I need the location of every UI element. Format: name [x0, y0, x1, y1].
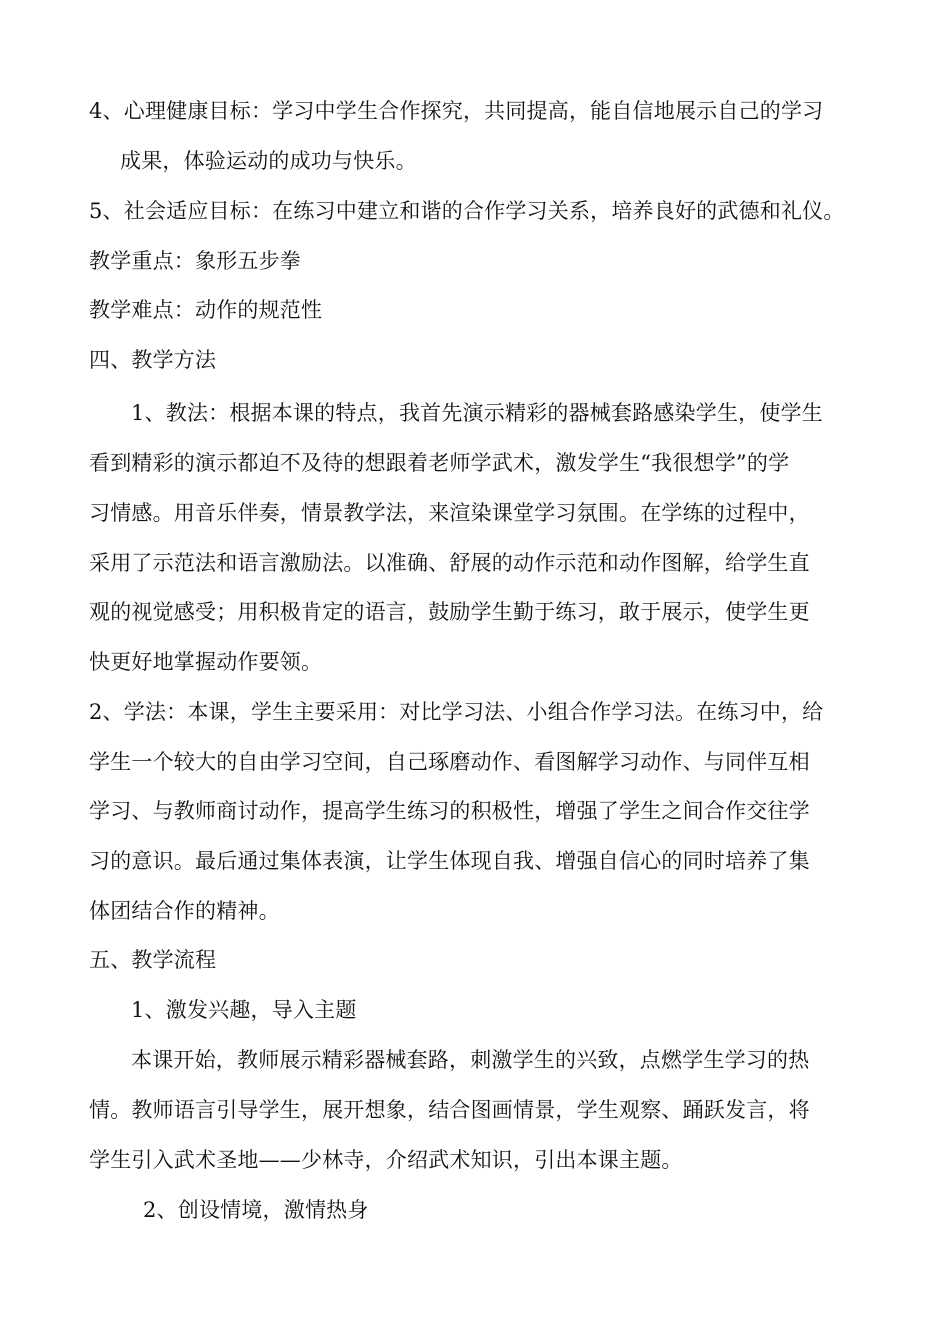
section-heading: 四、教学方法	[89, 348, 217, 372]
text-line: 学生引入武术圣地——少林寺，介绍武术知识，引出本课主题。	[89, 1148, 683, 1172]
text-line: 5、社会适应目标：在练习中建立和谐的合作学习关系，培养良好的武德和礼仪。	[89, 199, 845, 223]
text-line: 学生一个较大的自由学习空间，自己琢磨动作、看图解学习动作、与同伴互相	[89, 750, 810, 774]
text-line: 习的意识。最后通过集体表演，让学生体现自我、增强自信心的同时培养了集	[89, 849, 810, 873]
section-heading: 五、教学流程	[89, 948, 217, 972]
text-line: 看到精彩的演示都迫不及待的想跟着老师学武术，激发学生“我很想学”的学	[89, 451, 790, 475]
subsection-heading: 2、创设情境，激情热身	[143, 1198, 369, 1222]
subsection-heading: 1、激发兴趣，导入主题	[131, 998, 357, 1022]
text-line: 2、学法：本课，学生主要采用：对比学习法、小组合作学习法。在练习中，给	[89, 700, 824, 724]
text-line: 4、心理健康目标：学习中学生合作探究，共同提高，能自信地展示自己的学习	[89, 99, 824, 123]
text-line: 快更好地掌握动作要领。	[89, 650, 323, 674]
text-line: 1、教法：根据本课的特点，我首先演示精彩的器械套路感染学生，使学生	[131, 401, 823, 425]
text-line: 习情感。用音乐伴奏，情景教学法，来渲染课堂学习氛围。在学练的过程中，	[89, 501, 810, 525]
text-line: 教学重点：象形五步拳	[89, 249, 301, 273]
text-line: 体团结合作的精神。	[89, 899, 280, 923]
text-line: 观的视觉感受；用积极肯定的语言，鼓励学生勤于练习，敢于展示，使学生更	[89, 600, 810, 624]
text-line: 成果，体验运动的成功与快乐。	[120, 149, 417, 173]
text-line: 采用了示范法和语言激励法。以准确、舒展的动作示范和动作图解，给学生直	[89, 551, 810, 575]
text-line: 教学难点：动作的规范性	[89, 298, 323, 322]
text-line: 学习、与教师商讨动作，提高学生练习的积极性，增强了学生之间合作交往学	[89, 799, 810, 823]
text-line: 本课开始，教师展示精彩器械套路，刺激学生的兴致，点燃学生学习的热	[131, 1048, 810, 1072]
text-line: 情。教师语言引导学生，展开想象，结合图画情景，学生观察、踊跃发言，将	[89, 1098, 810, 1122]
